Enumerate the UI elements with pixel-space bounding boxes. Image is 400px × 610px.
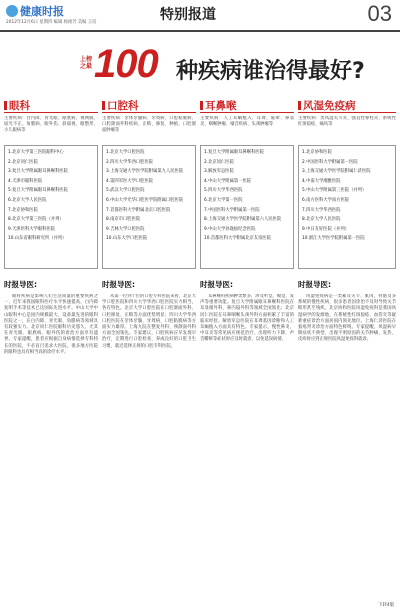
hospital-ranking-box [200, 145, 294, 269]
ranking-item: 3.解放军总医院 [204, 169, 234, 175]
ranking-item: 10.浙江大学医学院附属第一医院 [302, 236, 365, 242]
dateline: 2012年12月6日 星期四 编辑 杨俊芳 美编 王培 [6, 20, 97, 25]
headline-kicker: 上榜之最 [80, 56, 93, 70]
ranking-item: 10.山东省眼科研究所（并列） [8, 236, 67, 242]
ranking-item: 3.上海交通大学医学院附属第九人民医院 [106, 169, 184, 175]
column-title: 口腔科 [102, 98, 196, 113]
column-title: 眼科 [4, 98, 98, 113]
ranking-item: 5.武汉大学口腔医院 [106, 188, 145, 194]
header-divider [0, 30, 400, 32]
column-ophthalmology [4, 98, 98, 604]
article-body: 耳鼻喉科疾病种类繁多，涉及听觉、嗅觉、发声等重要功能。复旦大学附属眼耳鼻喉科医院在耳显微外科、鼻内镜外科等领域全国领先；北京同仁医院在耳鼻咽喉头颈外科方面积累了丰富的临床经验。解放军总医院在耳聋基因诊断和人工耳蜗植入方面具有特色。专家提示，慢性鼻炎、中耳炎等常见病应规范治疗，出现听力下降、声音嘶哑等症状时应及时就诊，以免延误病情。 [200, 294, 294, 343]
ranking-item: 7.首都医科大学附属北京口腔医院 [106, 207, 171, 213]
ranking-item: 9.吉林大学口腔医院 [106, 226, 145, 232]
article-body: 眼科疾病是影响人们生活质量的重要疾病之一，近年来我国眼科医疗水平快速提高，白内障复明手术等技术已达国际先进水平。中山大学中山眼科中心是国内规模最大、设备最先进的眼科医院之一，在白内障、青光眼、角膜病等领域具有较强实力。北京同仁医院眼科历史悠久，尤其在青光眼、眼底病、眼外伤的诊治方面享有盛誉。专家提醒，患者应根据自身病情选择专科特长的医院，不必盲目追求大医院，很多地方医院的眼科也具有相当高的诊疗水平。 [4, 294, 98, 355]
hospital-ranking-box [298, 145, 396, 269]
guide-title: 时报导医: [4, 280, 37, 289]
column-intro: 主要疾病：类风湿关节炎、强直性脊柱炎、系统性红斑狼疮、痛风等 [298, 116, 396, 128]
ranking-item: 2.北京同仁医院 [8, 159, 38, 165]
ranking-item: 9.中日友好医院（并列） [302, 226, 350, 232]
ranking-item: 7.中国医科大学附属第一医院 [204, 207, 260, 213]
column-ent [200, 98, 294, 604]
ranking-item: 1.北京大学第三医院眼科中心 [8, 150, 64, 155]
ranking-item: 10.山东大学口腔医院 [106, 236, 148, 242]
ranking-item: 5.中山大学附属第三医院（并列） [302, 188, 367, 194]
masthead-logo [6, 3, 64, 19]
ranking-item: 8.南京市口腔医院 [106, 217, 141, 223]
column-stomatology [102, 98, 196, 604]
ranking-item: 4.第四军医大学口腔医院 [106, 178, 154, 184]
ranking-item: 1.北京大学口腔医院 [106, 150, 145, 155]
ranking-item: 8.北京大学人民医院 [302, 217, 341, 223]
column-intro: 主要疾病：白内障、青光眼、眼底病、视网膜、屈光不正、角膜病、眼外伤、斜弱视、眼整形、小儿眼病等 [4, 116, 98, 134]
article-body: 从第一位到十位的口腔专科医院来看，北京大学口腔医院和四川大学华西口腔医院实力相当，各有特色。北京大学口腔医院在口腔颌面外科、口腔修复、正畸等方面优势明显；四川大学华西口腔医院在牙体牙髓、牙周病、口腔粘膜病等方面实力雄厚。上海九院在整复外科、颅颌面外科方面全国领先。专家建议，口腔疾病应早发现早治疗，定期进行口腔检查，养成良好的口腔卫生习惯，就近选择正规的口腔专科医院。 [102, 294, 196, 349]
headline-number: 100 [94, 42, 158, 86]
column-intro: 主要疾病：牙体牙髓病、牙周病、口腔粘膜病、口腔颌面外科疾病、正畸、修复、种植、口腔颌面肿瘤等 [102, 116, 196, 134]
column-rheumatology [298, 98, 396, 604]
ranking-item: 4.天津市眼科医院 [8, 178, 43, 184]
ranking-item: 7.四川大学华西医院 [302, 207, 341, 213]
ranking-item: 6.中山大学光华口腔医学院附属口腔医院 [106, 197, 184, 203]
hospital-ranking-box [4, 145, 98, 269]
guide-title: 时报导医: [102, 280, 135, 289]
ranking-item: 4.中山大学附属第一医院 [204, 178, 252, 184]
ranking-item: 8.北京大学第三医院（并列） [8, 217, 64, 223]
ranking-item: 9.天津医科大学眼科医院 [8, 226, 56, 232]
ranking-item: 10.首都医科大学附属北京友谊医院 [204, 236, 271, 242]
ranking-item: 2.四川大学华西口腔医院 [106, 159, 154, 165]
guide-title: 时报导医: [298, 280, 331, 289]
column-title: 风湿免疫病 [298, 98, 396, 113]
guide-title: 时报导医: [200, 280, 233, 289]
ranking-item: 7.北京协和医院 [8, 207, 38, 213]
ranking-item: 6.北京大学人民医院 [8, 197, 47, 203]
ranking-item: 1.北京协和医院 [302, 150, 332, 155]
ranking-item: 2.北京同仁医院 [204, 159, 234, 165]
masthead [0, 0, 400, 32]
ranking-item: 5.四川大学华西医院 [204, 188, 243, 194]
ranking-item: 4.中南大学湘雅医院 [302, 178, 341, 184]
page-number: 03 [367, 1, 392, 26]
ranking-item: 9.中山大学孙逸仙纪念医院 [204, 226, 256, 232]
article-body: 风湿免疫病是一类累及关节、肌肉、骨骼及多系统的慢性疾病，很多患者因诊治不及时导致关节畸形甚至残疾。北京协和医院风湿免疫科是我国风湿病学的发源地，在系统性红斑狼疮、血管炎等疑难重症诊治方面居国内领先地位。上海仁济医院在狼疮肾炎诊治方面特色鲜明。专家提醒，风湿病早期症状不典型，出现不明原因的关节肿痛、发热、皮疹时应到正规医院风湿免疫科就诊。 [298, 294, 396, 343]
ranking-item: 6.北京大学第一医院 [204, 197, 243, 203]
ranking-item: 1.复旦大学附属眼耳鼻喉科医院 [204, 150, 264, 155]
column-title: 耳鼻喉 [200, 98, 294, 113]
section-title: 特别报道 [160, 7, 216, 23]
logo-text: 健康时报 [20, 5, 64, 18]
hospital-ranking-box [102, 145, 196, 269]
column-intro: 主要疾病：人工耳蜗植入、耳聋、眩晕、鼻窦炎、咽喉肿瘤、嗓音疾病、头颈肿瘤等 [200, 116, 294, 128]
ranking-item: 3.上海交通大学医学院附属仁济医院 [302, 169, 371, 175]
continued-note: 下转4版 [378, 603, 394, 608]
headline-main: 种疾病谁治得最好? [176, 59, 365, 84]
ranking-item: 5.复旦大学附属眼耳鼻喉科医院 [8, 188, 68, 194]
ranking-item: 6.南方医科大学南方医院 [302, 197, 350, 203]
ranking-item: 3.复旦大学附属眼耳鼻喉科医院 [8, 169, 68, 175]
logo-icon [6, 5, 18, 17]
ranking-item: 8.上海交通大学医学院附属第六人民医院 [204, 217, 282, 223]
ranking-item: 2.中国医科大学附属第一医院 [302, 159, 358, 165]
